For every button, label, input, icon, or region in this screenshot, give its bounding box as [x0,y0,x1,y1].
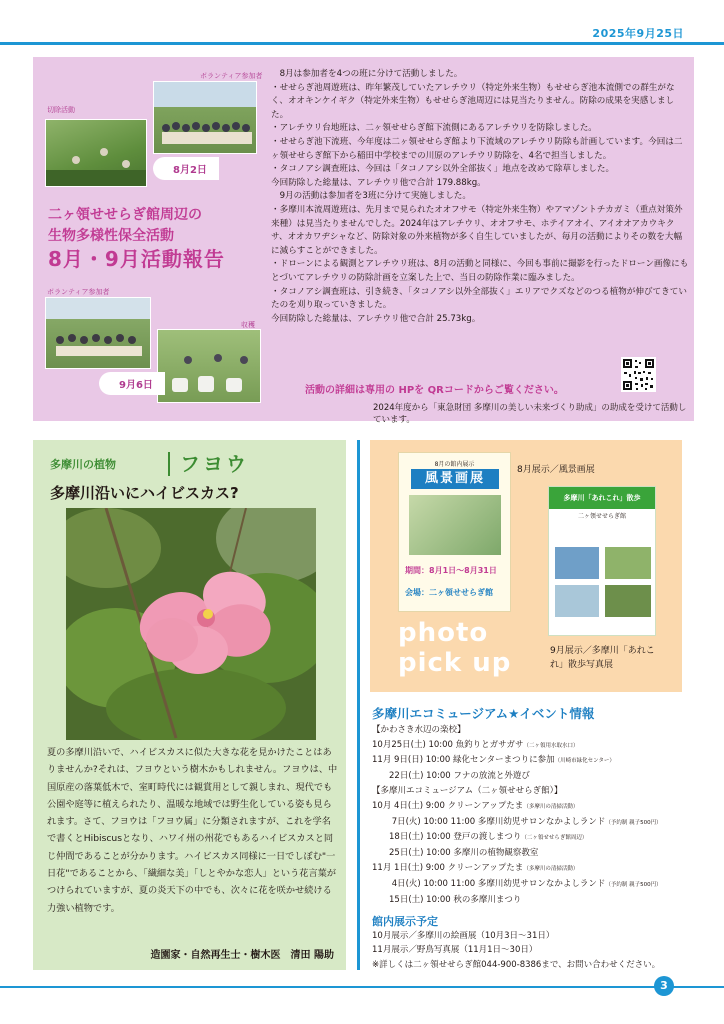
date-badge-aug: 8月2日 [153,157,219,180]
grant-note: 2024年度から「東急財団 多摩川の美しい未来づくり助成」の助成を受けて活動しています。 [373,403,687,425]
photo-label-weeding: 切除活動 [47,106,75,114]
event-text: 魚釣りとガサガサ [455,739,524,750]
report-paragraph: ・せせらぎ池周遊班は、昨年繁茂していたアレチウリ（特定外来生物）もせせらぎ池本流側での群生がなく、オオキンケイギク（特定外来生物）もせせらぎ池周辺には見当たりません。防除の成果を実感しました。 [271,82,675,120]
exhibition-schedule-title: 館内展示予定 [372,915,438,928]
fuyou-flower-photo [66,508,316,740]
exhibition-contact-note: ※詳しくは二ヶ領せせらぎ館044-900-8386まで、お問い合わせください。 [372,959,661,970]
date-badge-sep: 9月6日 [99,372,165,395]
event-text: フナの放流と外遊び [453,770,530,781]
poster1-venue: 会場：二ヶ領せせらぎ館 [405,588,493,597]
event-time: 10:00 [428,739,453,750]
event-date: 11月 1日(土) [372,863,424,874]
event-row [372,815,697,831]
events-section-name: 【多摩川エコミュージアム（二ヶ領せせらぎ館）】 [372,786,563,797]
report-paragraph: 8月は参加者を4つの班に分けて活動しました。 [271,69,463,79]
report-paragraph: ・アレチウリ台地班は、二ヶ領せせらぎ館下流側にあるアレチウリを防除しました。 [271,123,597,134]
poster2-photo [605,585,651,617]
page-number: 3 [654,976,674,996]
detail-link[interactable]: 活動の詳細は専用の HPを QRコードからご覧ください。 [305,385,564,396]
event-text: 多摩川の植物観察教室 [453,847,539,858]
event-date: 15日(土) [372,894,424,905]
event-row [372,830,697,846]
poster1-period: 期間：8月1日〜8月31日 [405,566,497,575]
qr-code[interactable] [621,357,656,392]
photo-volunteers-aug [153,81,257,154]
plant-name: フヨウ [180,452,249,476]
report-paragraph: 9月の活動は参加者を3班に分けて実施しました。 [271,191,471,202]
event-time: 9:00 [425,863,445,874]
event-text: 登戸の渡しまつり [453,832,522,843]
report-paragraph: ・せせらぎ池下流班、今年度は二ヶ領せせらぎ館より下流域のアレチウリ防除も計画しています。今回は二ヶ領せせらぎ館下から稲田中学校までの川原のアレチウリ防除を、4名で担当しました。 [271,136,683,161]
issue-date: 2025年9月25日 [592,27,684,40]
event-row [372,769,697,785]
event-note: （多摩川の清掃活動） [523,803,579,810]
exhibition-row: 10月展示／多摩川の絵画展（10月3日〜31日） [372,931,555,941]
photo-pickup [370,440,682,692]
event-time: 10:00 [426,894,451,905]
event-time: 10:00 11:00 [423,878,476,889]
photo-harvest [157,329,261,403]
photo-label-volunteer-bottom: ボランティア参加者 [47,288,110,296]
event-date: 7日(火) [372,816,421,827]
poster-tamagawa-walk [548,486,656,636]
exhibition-schedule [372,929,702,972]
report-paragraph: ・タコノアシ調査班は、引き続き、「タコノアシ以外全部抜く」エリアでクズなどのつる植物が伸びてきていたのを刈り取っていきました。 [271,286,687,311]
poster1-small-label: 8月の館内展示 [434,461,475,468]
event-text: 多摩川幼児サロンなかよしランド [477,816,606,827]
photo-label-harvest: 収穫 [241,321,255,329]
event-date: 25日(土) [372,847,424,858]
event-row [372,753,697,769]
report-paragraph: ・ドローンによる観測とアレチウリ班は、8月の活動と同様に、今回も事前に撮影を行ったドローン画像にもとづいてアレチウリの防除計画を立案した上で、当日の防除作業に臨みました。 [271,259,689,283]
event-time: 9:00 [425,800,445,811]
photo-volunteers-sep [45,297,151,369]
poster1-image [409,495,501,555]
events-list [372,723,697,908]
report-body [271,68,689,326]
event-date: 18日(土) [372,832,424,843]
event-note: （二ヶ領用水取水口） [523,742,579,749]
event-text: クリーンアップたま [447,863,524,874]
event-row [372,877,697,893]
plant-subtitle: 多摩川沿いにハイビスカス? [50,484,239,502]
poster2-sub: 二ヶ領せせらぎ館 [577,513,626,520]
event-row [372,893,697,909]
plant-series-label: 多摩川の植物 [50,458,116,471]
poster2-title: 多摩川「あれこれ」散歩 [549,487,655,509]
activity-report [33,57,694,425]
event-note: （予約制 親子500円） [605,881,662,888]
report-title-line2: 生物多様性保全活動 [48,228,174,244]
event-time: 10:00 [426,832,451,843]
event-time: 10:00 [425,755,451,766]
event-date: 10月 4日(土) [372,800,424,811]
event-date: 11月 9日(日) [372,755,424,766]
report-paragraph: 今回防除した総量は、アレチウリ他で合計 179.88kg。 [271,177,486,188]
poster2-photo [555,585,599,617]
event-date: 22日(土) [372,770,424,781]
event-row [372,846,697,862]
event-note: （予約制 親子500円） [605,819,662,826]
report-title-line1: 二ヶ領せせらぎ館周辺の [48,207,202,223]
events-section-name: 【かわさき水辺の楽校】 [372,725,466,735]
report-paragraph: ・多摩川本流周遊班は、先月まで見られたオオフサモ（特定外来生物）やアマゾントチカガミ（重点対策外来種）は見当たりませんでした。2024年はアレチウリ、オオフサモ、ホテイアオイ、アイオオアカウキクサ、オオカワヂシャなど、防除対象の外来植物が多く自生していましたが、毎月の活動によりその数を大幅に減らすことができました。 [271,204,683,256]
event-time: 10:00 [426,847,451,858]
event-time: 10:00 [426,770,451,781]
event-time: 10:00 11:00 [423,816,476,827]
photo-weeding [45,119,147,187]
event-text: クリーンアップたま [447,800,524,811]
header-rule [0,42,724,45]
event-date: 4日(火) [372,878,421,889]
plant-article-body: 夏の多摩川沿いで、ハイビスカスに似た大きな花を見かけたことはありませんか?それは、フヨウという樹木かもしれません。フヨウは、中国原産の落葉低木で、室町時代には観賞用として親しまれ、現代でも公園や庭等に植えられたり、温暖な地域では野生化している姿も見られます。さて、フヨウは「フヨウ属」に分類されますが、これを学名で書くとHibiscusとなり、ハワイ州の州花でもあるハイビスカスと同じ仲間であることが分かります。ハイビスカス同様に一日でしぼむ"一日花"であることから、「繊細な美」「しとやかな恋人」という花言葉がつけられていますが、夏の炎天下の中でも、次々に花を咲かせ続ける力強い植物です。 [47,747,338,914]
plant-heading-divider [168,452,170,476]
event-text: 秋の多摩川まつり [453,894,522,905]
poster-landscape-exhibition [398,452,511,612]
photo-label-volunteer-top: ボランティア参加者 [200,72,263,80]
event-row [372,738,697,754]
events-title: 多摩川エコミュージアム★イベント情報 [372,706,595,721]
plant-author: 造園家・自然再生士・樹木医 清田 陽助 [150,950,334,961]
event-text: 緑化センターまつりに参加 [452,755,555,766]
event-note: （川崎市緑化センター） [554,758,615,765]
column-divider [357,440,360,970]
exhibition-row: 11月展示／野鳥写真展（11月1日〜30日） [372,945,538,956]
plant-column [33,440,346,970]
poster2-photo [605,547,651,579]
pickup-label-aug: 8月展示／風景画展 [517,465,595,475]
report-paragraph: 今回防除した総量は、アレチウリ他で合計 25.73kg。 [271,313,481,324]
pickup-word-pickup: pick up [398,648,512,678]
poster2-photo [555,547,599,579]
plant-heading [50,450,330,478]
footer-rule [0,986,724,988]
event-row [372,861,697,877]
pickup-word-photo: photo [398,618,489,648]
report-paragraph: ・タコノアシ調査班は、今回は「タコノアシ以外全部抜く」地点を改めて除草しました。 [271,164,615,175]
event-text: 多摩川幼児サロンなかよしランド [477,878,606,889]
event-row [372,799,697,815]
event-note: （二ヶ領せせらぎ館周辺） [521,835,588,842]
poster1-title: 風景画展 [411,469,499,489]
event-note: （多摩川の清掃活動） [523,866,579,873]
event-date: 10月25日(土) [372,739,426,750]
report-main-title: 8月・9月活動報告 [48,247,225,271]
pickup-label-sep: 9月展示／多摩川「あれこれ」散歩写真展 [550,646,655,670]
